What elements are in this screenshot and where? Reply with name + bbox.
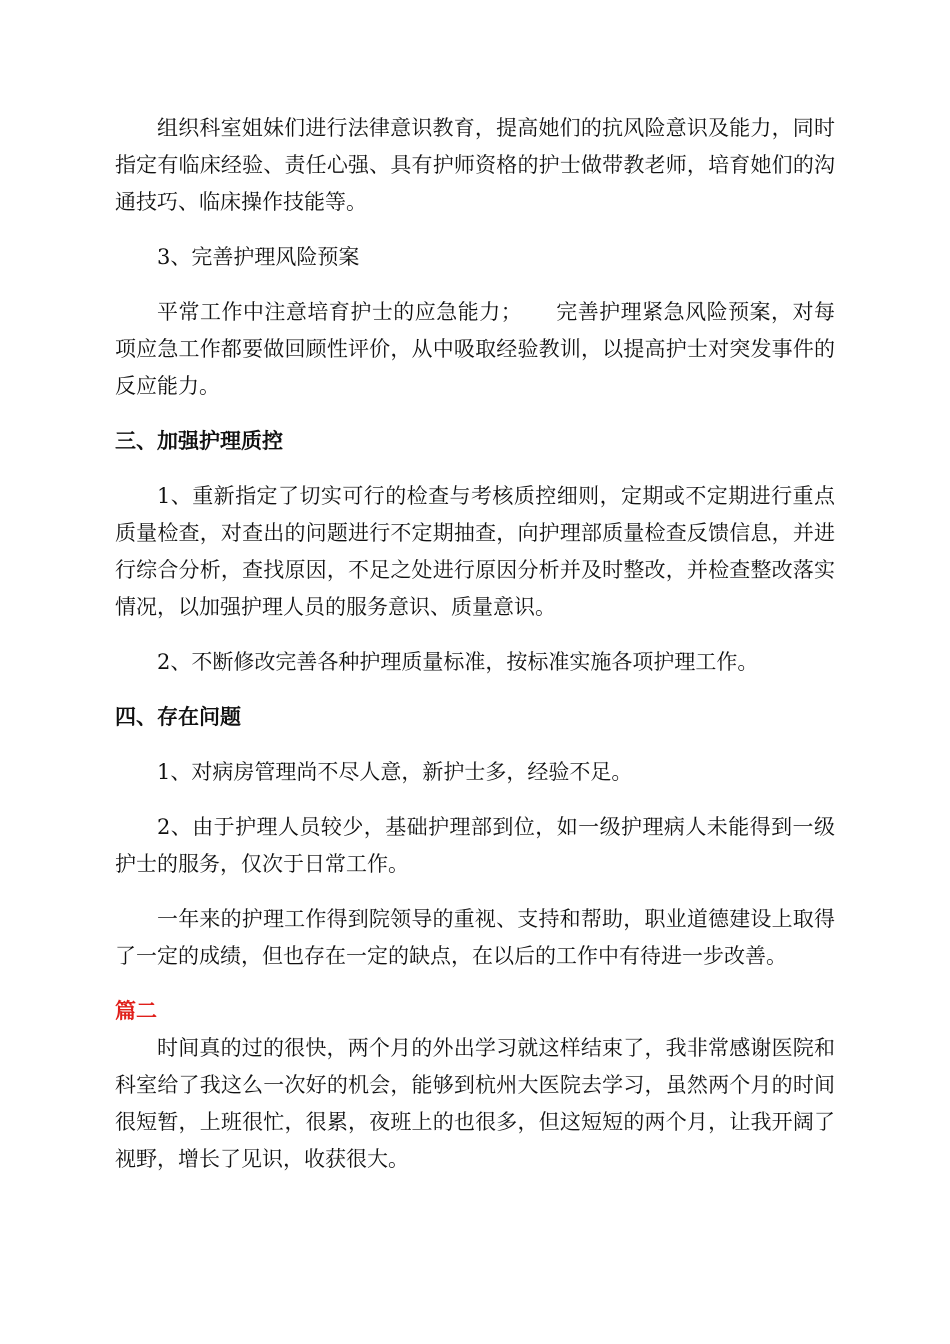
paragraph-ward-management: 1、对病房管理尚不尽人意，新护士多，经验不足。 [157, 760, 633, 784]
paragraph-study-trip: 时间真的过的很快，两个月的外出学习就这样结束了，我非常感谢医院和科室给了我这么一次好的机会，能够到杭州大医院去学习，虽然两个月的时间很短暂，上班很忙，很累，夜班上的也很多，但这短短的两个月，让我开阔了视野，增长了见识，收获很大。 [115, 1036, 835, 1171]
section-title-part-two: 篇二 [115, 999, 157, 1023]
paragraph-emergency-ability-part1: 平常工作中注意培育护士的应急能力； [157, 300, 522, 324]
heading-quality-control: 三、加强护理质控 [115, 429, 283, 453]
paragraph-staff-shortage: 2、由于护理人员较少，基础护理部到位，如一级护理病人未能得到一级护士的服务，仅次于日常工作。 [115, 815, 835, 876]
heading-existing-problems: 四、存在问题 [115, 705, 241, 729]
paragraph-year-summary: 一年来的护理工作得到院领导的重视、支持和帮助，职业道德建设上取得了一定的成绩，但也存在一定的缺点，在以后的工作中有待进一步改善。 [115, 907, 835, 968]
paragraph-legal-education: 组织科室姐妹们进行法律意识教育，提高她们的抗风险意识及能力，同时指定有临床经验、责任心强、具有护师资格的护士做带教老师，培育她们的沟通技巧、临床操作技能等。 [115, 116, 835, 214]
paragraph-quality-check: 1、重新指定了切实可行的检查与考核质控细则，定期或不定期进行重点质量检查，对查出的问题进行不定期抽查，向护理部质量检查反馈信息，并进行综合分析，查找原因，不足之处进行原因分析并及时整改，并检查整改落实情况，以加强护理人员的服务意识、质量意识。 [115, 484, 835, 619]
item-risk-plan-title: 3、完善护理风险预案 [157, 245, 360, 269]
document-page [115, 110, 835, 1178]
paragraph-emergency-ability [115, 294, 835, 405]
paragraph-emergency-ability-part2: 完善护理紧急风险预案，对每项应急工作都要做回顾性评价，从中吸取经验教训，以提高护士对突发事件的反应能力。 [115, 300, 836, 398]
paragraph-quality-standards: 2、不断修改完善各种护理质量标准，按标准实施各项护理工作。 [157, 650, 759, 674]
